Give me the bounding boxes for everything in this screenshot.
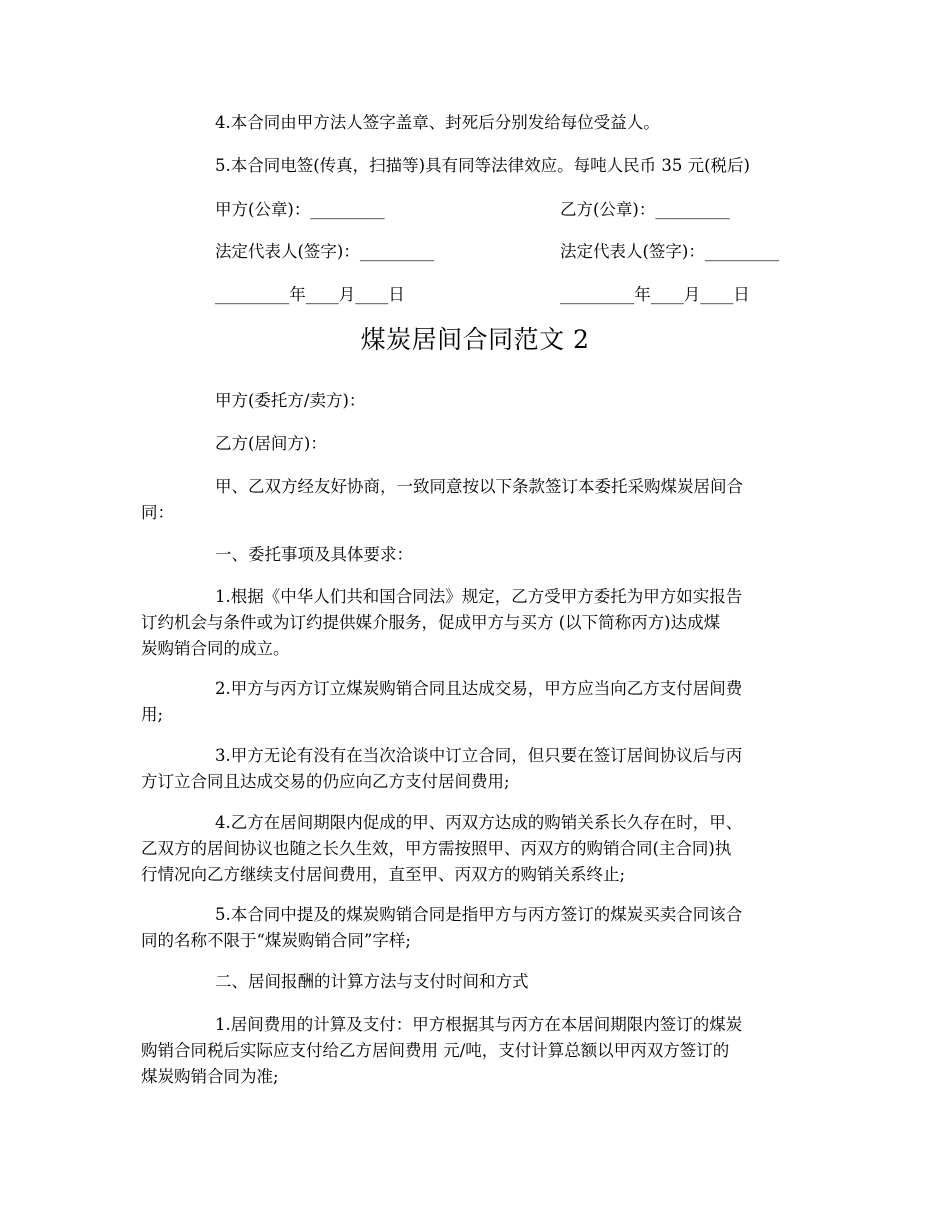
clause-4 [215,110,825,136]
section-1-item-5-line-1: 5.本合同中提及的煤炭购销合同是指甲方与丙方签订的煤炭买卖合同该合 [215,905,743,924]
clause-5 [215,153,825,179]
signature-row-seal [215,197,825,223]
signature-row-representative [215,239,825,265]
section-1-item-2-line-2: 用; [141,705,164,724]
section-1-item-1-line-3: 炭购销合同的成立。 [141,639,290,658]
party-a-date: _________年____月____日 [215,285,405,304]
party-b-seal: 乙方(公章)：_________ [560,200,730,219]
party-b-line [215,431,825,457]
section-1-item-1-line-1: 1.根据《中华人们共和国合同法》规定，乙方受甲方委托为甲方如实报告 [215,587,743,606]
section-1-heading-text: 一、委托事项及具体要求： [215,545,413,564]
section-1-heading [215,542,825,568]
party-a-representative: 法定代表人(签字)：_________ [215,242,435,261]
section-1-item-4-line-3: 行情况向乙方继续支付居间费用，直至甲、丙双方的购销关系终止; [141,865,626,884]
document-title: 煤炭居间合同范文 2 [360,325,590,354]
party-b-date: _________年____月____日 [560,285,750,304]
section-1-item-1-line-2: 订约机会与条件或为订约提供媒介服务，促成甲方与买方 (以下简称丙方)达成煤 [141,613,721,632]
section-1-item-1 [141,584,821,662]
party-b-label: 乙方(居间方)： [215,434,327,453]
clause-5-text: 5.本合同电签(传真，扫描等)具有同等法律效应。每吨人民币 35 元(税后) [215,156,750,175]
section-1-item-4-line-2: 乙双方的居间协议也随之长久生效，甲方需按照甲、丙双方的购销合同(主合同)执 [141,839,732,858]
section-1-item-2 [141,676,821,728]
signature-row-date [215,282,825,308]
section-2-heading [215,969,825,995]
section-2-item-1-line-2: 购销合同税后实际应支付给乙方居间费用 元/吨，支付计算总额以甲丙双方签订的 [141,1041,730,1060]
party-b-representative: 法定代表人(签字)：_________ [560,242,780,261]
section-1-item-5-line-2: 同的名称不限于“煤炭购销合同”字样; [141,931,411,950]
intro-line-1: 甲、乙双方经友好协商，一致同意按以下条款签订本委托采购煤炭居间合 [215,477,743,496]
clause-4-text: 4.本合同由甲方法人签字盖章、封死后分别发给每位受益人。 [215,113,660,132]
section-1-item-3-line-1: 3.甲方无论有没有在当次洽谈中订立合同，但只要在签订居间协议后与丙 [215,746,743,765]
section-1-item-2-line-1: 2.甲方与丙方订立煤炭购销合同且达成交易，甲方应当向乙方支付居间费 [215,679,743,698]
section-1-item-3-line-2: 方订立合同且达成交易的仍应向乙方支付居间费用; [141,772,510,791]
section-1-item-5 [141,902,821,954]
party-a-line [215,388,825,414]
section-1-item-4 [141,810,821,888]
section-2-heading-text: 二、居间报酬的计算方法与支付时间和方式 [215,972,529,991]
intro-paragraph [141,474,821,526]
section-2-item-1-line-1: 1.居间费用的计算及支付：甲方根据其与丙方在本居间期限内签订的煤炭 [215,1015,743,1034]
intro-line-2: 同： [141,503,174,522]
section-2-item-1-line-3: 煤炭购销合同为准; [141,1067,279,1086]
section-1-item-3 [141,743,821,795]
party-a-seal: 甲方(公章)：_________ [215,200,385,219]
section-1-item-4-line-1: 4.乙方在居间期限内促成的甲、丙双方达成的购销关系长久存在时，甲、 [215,813,743,832]
section-2-item-1 [141,1012,821,1090]
party-a-label: 甲方(委托方/卖方)： [215,391,366,410]
